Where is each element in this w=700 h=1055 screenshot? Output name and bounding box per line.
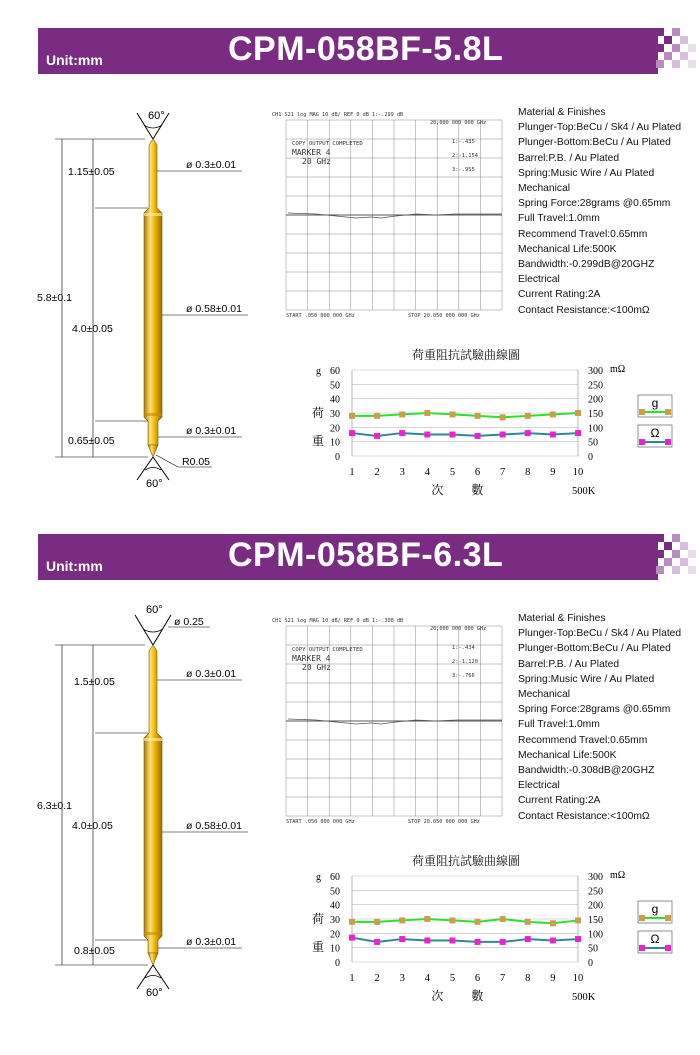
vna-marker-1: 1:-.434	[452, 645, 475, 651]
tip-radius: R0.05	[182, 456, 211, 468]
x-tick: 4	[424, 467, 430, 478]
vna-copy-status: COPY OUTPUT COMPLETED	[292, 141, 363, 147]
vna-marker-label: MARKER 4	[292, 148, 331, 157]
series-line-ohm	[352, 938, 578, 942]
unit-label: Unit:mm	[46, 558, 103, 574]
spec-line: Material & Finishes	[518, 613, 606, 624]
vna-marker-1: 1:-.435	[452, 139, 475, 145]
series-point-g	[500, 414, 506, 420]
spec-line: Spring:Music Wire / Au Plated	[518, 673, 655, 685]
series-point-ohm	[550, 432, 556, 438]
y-right-tick: 50	[588, 943, 598, 955]
y-left-tick: 60	[330, 872, 340, 883]
series-point-ohm	[349, 935, 355, 941]
y-left-tick: 10	[330, 437, 340, 449]
top-diameter: ø 0.3±0.01	[186, 159, 237, 171]
legend-marker	[639, 915, 645, 921]
x-axis-char: 數	[471, 989, 484, 1003]
x-tick: 10	[572, 467, 584, 478]
y-right-tick: 50	[588, 437, 598, 449]
series-point-ohm	[575, 430, 581, 436]
series-point-ohm	[374, 433, 380, 439]
series-point-g	[399, 917, 405, 923]
legend-label: g	[651, 396, 659, 410]
spec-line: Electrical	[518, 274, 560, 286]
spec-line: Plunger-Top:BeCu / Sk4 / Au Plated	[518, 122, 682, 134]
y-right-unit: mΩ	[610, 870, 626, 881]
series-point-ohm	[475, 939, 481, 945]
y-left-tick: 60	[330, 366, 340, 377]
series-point-g	[575, 410, 581, 416]
x-tick: 8	[525, 467, 531, 478]
model-title: CPM-058BF-5.8L	[228, 30, 504, 68]
series-point-g	[349, 413, 355, 419]
series-line-ohm	[352, 433, 578, 436]
series-line-g	[352, 413, 578, 417]
vna-trace	[288, 213, 502, 218]
legend-label: Ω	[650, 932, 660, 946]
y-left-tick: 20	[330, 423, 340, 435]
x-tick: 3	[399, 467, 405, 478]
spec-line: Plunger-Bottom:BeCu / Au Plated	[518, 137, 671, 149]
product-section-1	[0, 0, 700, 520]
bottom-angle-label: 60°	[146, 987, 163, 999]
bottom-diameter: ø 0.3±0.01	[186, 936, 237, 948]
y-left-tick: 50	[330, 886, 340, 898]
load-resistance-chart	[300, 846, 700, 1016]
series-point-g	[349, 919, 355, 925]
y-right-tick: 200	[588, 900, 603, 912]
load-resistance-chart	[300, 340, 700, 510]
barrel-diameter: ø 0.58±0.01	[186, 303, 242, 315]
x-axis-char: 次	[431, 483, 444, 497]
spec-line: Current Rating:2A	[518, 795, 601, 807]
vna-freq-label: 20 GHz	[302, 157, 331, 166]
legend-marker	[665, 945, 671, 951]
series-point-g	[525, 413, 531, 419]
spec-line: Plunger-Top:BeCu / Sk4 / Au Plated	[518, 628, 682, 640]
series-point-ohm	[525, 430, 531, 436]
x-tick: 5	[449, 467, 456, 478]
vna-marker-label: MARKER 4	[292, 654, 331, 663]
series-point-g	[449, 411, 455, 417]
series-point-g	[550, 920, 556, 926]
y-left-unit: g	[316, 872, 321, 883]
series-point-ohm	[449, 938, 455, 944]
plunger-bottom-length: 0.65±0.05	[68, 435, 115, 447]
x-tick: 9	[550, 467, 556, 478]
series-point-ohm	[500, 432, 506, 438]
tip-diameter: ø 0.25	[174, 616, 204, 628]
top-angle-label: 60°	[146, 604, 163, 616]
x-tick: 6	[474, 467, 481, 478]
y-right-tick: 0	[588, 452, 593, 463]
series-point-ohm	[550, 938, 556, 944]
spec-line: Full Travel:1.0mm	[518, 719, 600, 731]
series-point-ohm	[424, 432, 430, 438]
spec-line: Barrel:P.B. / Au Plated	[518, 152, 620, 164]
vna-trace	[288, 719, 502, 724]
series-point-ohm	[399, 430, 405, 436]
spec-line: Spring:Music Wire / Au Plated	[518, 167, 655, 179]
y-left-tick: 0	[335, 958, 340, 969]
series-point-ohm	[349, 430, 355, 436]
x-tick: 7	[500, 973, 506, 984]
plunger-top-length: 1.5±0.05	[74, 676, 115, 688]
y-left-tick: 40	[330, 394, 340, 406]
vna-header: CH1 S21 log MAG 10 dB/ REF 0 dB 1:-.299 dB	[272, 112, 404, 118]
y-left-tick: 30	[330, 915, 340, 926]
x-tick: 1	[349, 467, 355, 478]
bottom-angle-label: 60°	[146, 478, 163, 490]
y-right-tick: 100	[588, 929, 603, 941]
spec-line: Mechanical	[518, 183, 571, 195]
spec-line: Spring Force:28grams @0.65mm	[518, 198, 671, 210]
y-left-axis-char: 荷	[312, 912, 325, 926]
series-point-ohm	[575, 936, 581, 942]
series-point-g	[449, 917, 455, 923]
vna-freq-label: 20 GHz	[302, 663, 331, 672]
spec-list	[518, 105, 681, 318]
series-point-g	[424, 916, 430, 922]
vna-header: CH1 S21 log MAG 10 dB/ REF 0 dB 1:-.308 dB	[272, 618, 404, 624]
legend-marker	[639, 439, 645, 445]
series-point-g	[399, 411, 405, 417]
series-point-ohm	[449, 432, 455, 438]
spec-line: Barrel:P.B. / Au Plated	[518, 658, 620, 670]
legend-marker	[639, 409, 645, 415]
x-tick: 3	[399, 973, 405, 984]
x-axis-char: 數	[471, 483, 484, 497]
header-bar	[38, 534, 658, 580]
vna-stop: STOP 20.050 000 000 GHz	[408, 819, 480, 825]
spec-line: Recommend Travel:0.65mm	[518, 228, 648, 240]
spec-line: Spring Force:28grams @0.65mm	[518, 704, 671, 716]
y-left-tick: 0	[335, 452, 340, 463]
x-tick: 9	[550, 973, 556, 984]
spec-line: Contact Resistance:<100mΩ	[518, 810, 650, 822]
spec-line: Recommend Travel:0.65mm	[518, 734, 648, 746]
probe-drawing	[0, 601, 280, 1001]
vna-marker-2: 2:-1.154	[452, 153, 478, 159]
x-tick: 1	[349, 973, 355, 984]
unit-label: Unit:mm	[46, 52, 103, 68]
vna-marker-3: 3:-.766	[452, 673, 475, 679]
x-tick: 6	[474, 973, 481, 984]
vna-marker-3: 3:-.955	[452, 167, 475, 173]
y-right-tick: 0	[588, 958, 593, 969]
checker-decoration	[656, 534, 700, 580]
series-point-ohm	[399, 936, 405, 942]
y-right-unit: mΩ	[610, 364, 626, 375]
barrel-length: 4.0±0.05	[72, 820, 113, 832]
y-left-tick: 10	[330, 943, 340, 955]
series-point-g	[500, 916, 506, 922]
x-unit-label: 500K	[572, 992, 596, 1003]
legend-label: g	[651, 902, 659, 916]
spec-line: Material & Finishes	[518, 107, 606, 118]
y-left-tick: 40	[330, 900, 340, 912]
header-bar	[38, 28, 658, 74]
total-length: 6.3±0.1	[37, 800, 72, 812]
vna-plot	[272, 110, 504, 319]
spec-line: Current Rating:2A	[518, 289, 601, 301]
legend-label: Ω	[650, 426, 660, 440]
top-angle-label: 60°	[148, 110, 165, 122]
y-left-tick: 20	[330, 929, 340, 941]
x-tick: 2	[374, 467, 380, 478]
total-length: 5.8±0.1	[37, 292, 72, 304]
spec-list	[518, 611, 681, 824]
y-right-tick: 150	[588, 409, 603, 420]
vna-copy-status: COPY OUTPUT COMPLETED	[292, 647, 363, 653]
legend-marker	[665, 439, 671, 445]
legend-marker	[639, 945, 645, 951]
x-axis-char: 次	[431, 989, 444, 1003]
spec-line: Full Travel:1.0mm	[518, 213, 600, 225]
chart-title: 荷重阻抗試驗曲線圖	[412, 854, 521, 868]
series-point-g	[525, 919, 531, 925]
x-tick: 4	[424, 973, 430, 984]
spec-line: Contact Resistance:<100mΩ	[518, 304, 650, 316]
vna-marker-freq: 20,000 000 000 GHz	[430, 626, 487, 632]
x-tick: 7	[500, 467, 506, 478]
y-right-tick: 250	[588, 380, 603, 392]
spec-line: Bandwidth:-0.299dB@20GHZ	[518, 259, 655, 271]
x-unit-label: 500K	[572, 486, 596, 497]
model-title: CPM-058BF-6.3L	[228, 536, 504, 574]
vna-start: START .050 000 000 GHz	[286, 313, 355, 319]
spec-line: Plunger-Bottom:BeCu / Au Plated	[518, 643, 671, 655]
y-left-tick: 50	[330, 380, 340, 392]
series-point-g	[374, 413, 380, 419]
series-point-ohm	[424, 938, 430, 944]
y-left-axis-char: 重	[312, 434, 325, 448]
legend-marker	[665, 409, 671, 415]
x-tick: 5	[449, 973, 456, 984]
series-point-ohm	[374, 939, 380, 945]
spec-line: Bandwidth:-0.308dB@20GHZ	[518, 765, 655, 777]
y-right-tick: 150	[588, 915, 603, 926]
spec-line: Mechanical Life:500K	[518, 749, 617, 761]
series-point-g	[424, 410, 430, 416]
vna-plot	[272, 616, 504, 825]
barrel-length: 4.0±0.05	[72, 323, 113, 335]
vna-start: START .050 000 000 GHz	[286, 819, 355, 825]
barrel-diameter: ø 0.58±0.01	[186, 820, 242, 832]
series-line-g	[352, 919, 578, 923]
series-point-ohm	[475, 433, 481, 439]
series-point-ohm	[500, 939, 506, 945]
vna-marker-2: 2:-1.120	[452, 659, 478, 665]
vna-marker-freq: 20,000 000 000 GHz	[430, 120, 487, 126]
series-point-g	[475, 413, 481, 419]
y-right-tick: 300	[588, 872, 603, 883]
y-right-tick: 250	[588, 886, 603, 898]
product-section-2	[0, 506, 700, 1026]
top-diameter: ø 0.3±0.01	[186, 668, 237, 680]
plunger-top-length: 1.15±0.05	[68, 166, 115, 178]
chart-title: 荷重阻抗試驗曲線圖	[412, 348, 521, 362]
series-point-g	[374, 919, 380, 925]
y-left-axis-char: 荷	[312, 406, 325, 420]
series-point-g	[550, 411, 556, 417]
bottom-diameter: ø 0.3±0.01	[186, 425, 237, 437]
y-left-tick: 30	[330, 409, 340, 420]
series-point-g	[575, 917, 581, 923]
x-tick: 10	[572, 973, 584, 984]
vna-stop: STOP 20.050 000 000 GHz	[408, 313, 480, 319]
y-left-axis-char: 重	[312, 940, 325, 954]
y-right-tick: 100	[588, 423, 603, 435]
spec-line: Electrical	[518, 780, 560, 792]
checker-decoration	[656, 28, 700, 74]
legend-marker	[665, 915, 671, 921]
x-tick: 2	[374, 973, 380, 984]
spec-line: Mechanical	[518, 689, 571, 701]
x-tick: 8	[525, 973, 531, 984]
y-right-tick: 200	[588, 394, 603, 406]
series-point-ohm	[525, 936, 531, 942]
series-point-g	[475, 919, 481, 925]
y-right-tick: 300	[588, 366, 603, 377]
probe-drawing	[0, 95, 280, 495]
plunger-bottom-length: 0.8±0.05	[74, 945, 115, 957]
spec-line: Mechanical Life:500K	[518, 243, 617, 255]
y-left-unit: g	[316, 366, 321, 377]
